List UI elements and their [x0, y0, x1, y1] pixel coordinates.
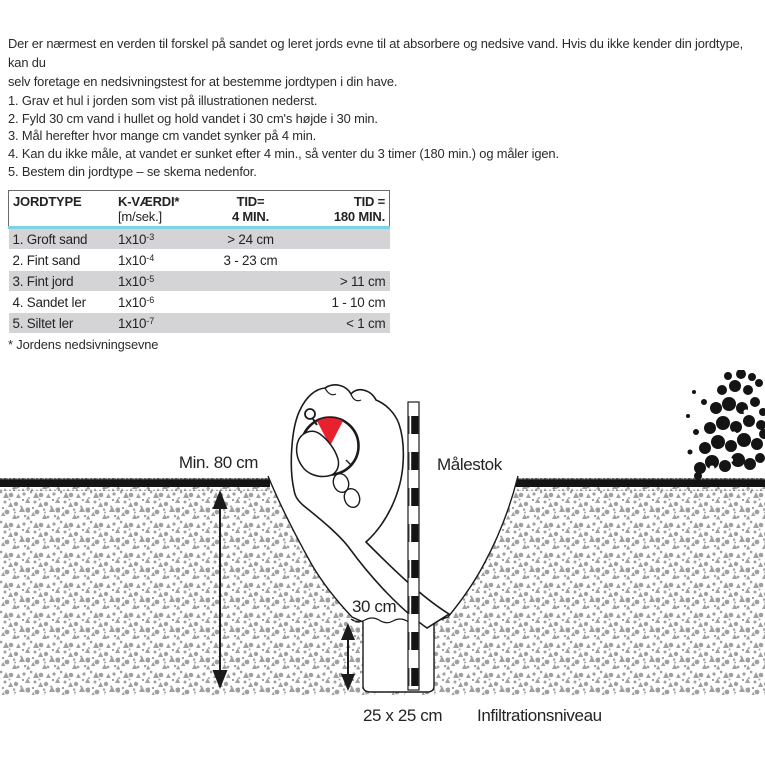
column-header-tid4: TID= 4 MIN. [231, 194, 270, 224]
instruction-step: 5. Bestem din jordtype – se skema nedenfor. [8, 163, 257, 179]
soil-type-table [8, 190, 390, 334]
table-row: 2. Fint sand $1x10^{-4}$ 3 - 23 cm [9, 250, 390, 271]
intro-line-1: Der er nærmest en verden til forskel på sandet og leret jords evne til at absorbere og nedsive vand. Hvis du ikke kender din jordtype, kan du [8, 36, 744, 70]
instruction-steps [8, 92, 559, 181]
intro-paragraph [8, 34, 764, 91]
instruction-step: 2. Fyld 30 cm vand i hullet og hold vandet i 30 cm's højde i 30 min. [8, 110, 378, 126]
column-header-tid180: TID = 180 MIN. [301, 191, 390, 228]
bush [686, 370, 765, 480]
instruction-step: 1. Grav et hul i jorden som vist på illustrationen nederst. [8, 93, 318, 108]
table-row: 4. Sandet ler $1x10^{-6}$ 1 - 10 cm [9, 292, 390, 313]
stopwatch-crown [305, 409, 315, 419]
min-depth-label: Min. 80 cm [178, 453, 258, 472]
infiltration-illustration [0, 370, 765, 765]
table-footnote: * Jordens nedsivningsevne [8, 337, 159, 352]
table-row: 3. Fint jord $1x10^{-5}$ > 11 cm [9, 271, 390, 292]
instruction-step: 4. Kan du ikke måle, at vandet er sunket efter 4 min., så venter du 3 timer (180 min.) og måler igen. [8, 146, 559, 162]
column-header-jordtype: JORDTYPE [9, 191, 115, 228]
pit-size-label: 25 x 25 cm [363, 706, 443, 725]
instruction-step: 3. Mål herefter hvor mange cm vandet synker på 4 min. [8, 128, 317, 144]
column-header-kvaerdi: K-VÆRDI* [m/sek.] [118, 194, 180, 224]
grass-right [514, 478, 765, 491]
water-depth-label: 30 cm [352, 597, 397, 616]
measuring-stick [408, 402, 419, 690]
grass-left [0, 478, 270, 491]
table-row: 5. Siltet ler $1x10^{-7}$ < 1 cm [9, 313, 390, 334]
table-header [9, 191, 390, 228]
measuring-stick-label: Målestok [437, 455, 502, 474]
table-row: 1. Groft sand $1x10^{-3}$ > 24 cm [9, 228, 390, 250]
infiltration-level-label: Infiltrationsniveau [477, 706, 602, 725]
illustration-graphic [0, 370, 765, 740]
intro-line-2: selv foretage en nedsivningstest for at bestemme jordtypen i din have. [8, 74, 398, 89]
